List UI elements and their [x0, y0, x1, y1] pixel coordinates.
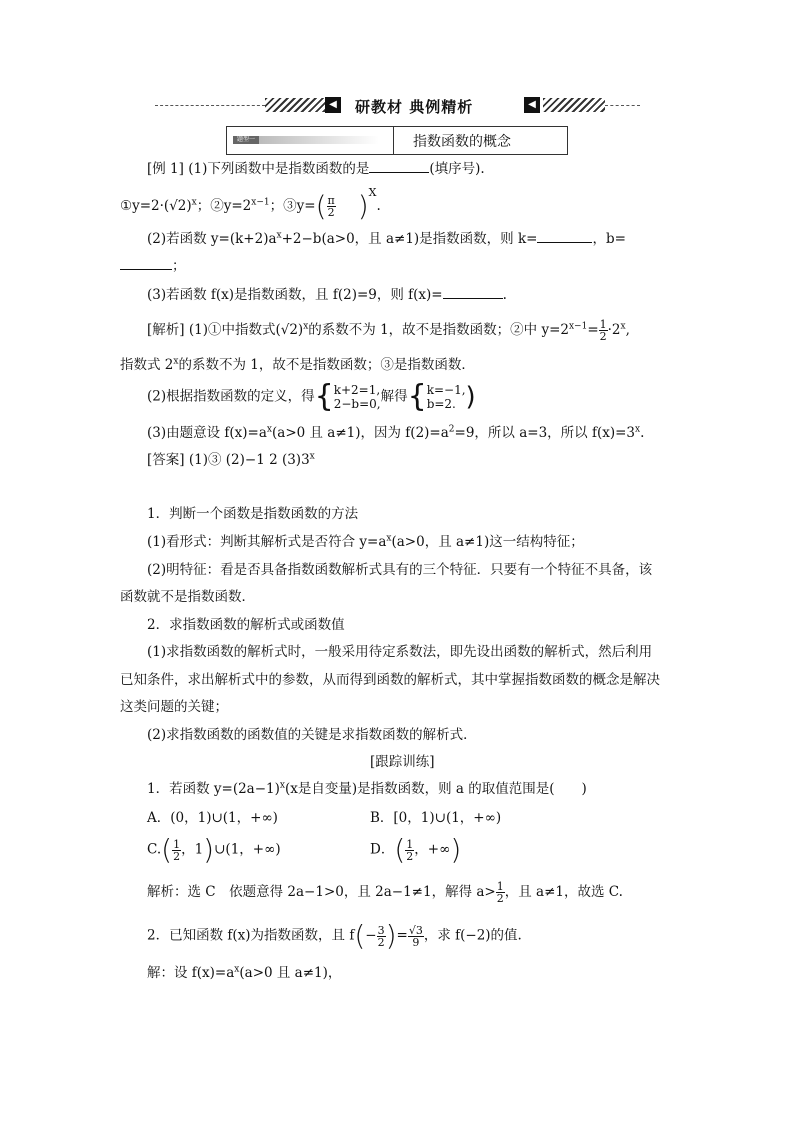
k-blank [537, 228, 592, 243]
ans1-frac-num: 1 [496, 880, 504, 893]
s1b-sup: x−1 [568, 321, 588, 332]
s3a-sup: x [266, 424, 272, 435]
example-q3 [147, 283, 507, 303]
opt3-paren-close: ) [357, 189, 369, 223]
q3-tail: . [502, 287, 507, 303]
sys1-eq1: k+2=1, [333, 383, 381, 397]
s3b: (a>0 且 a≠1)，因为 f(2)=a [272, 425, 449, 441]
p2-paren-close: ) [385, 919, 397, 952]
p2b: = [396, 927, 408, 944]
sys2-eq1: k=−1, [426, 383, 466, 397]
s1f-sup: x [173, 356, 179, 367]
method-2-title: 2．求指数函数的解析式或函数值 [147, 617, 345, 633]
s2b: 解得 [380, 388, 408, 405]
solution-label: [解析] [147, 322, 185, 338]
practice-title: [跟踪训练] [370, 754, 435, 770]
section-header-title: 研教材 典例精析 [355, 98, 474, 116]
c-frac-den: 2 [173, 849, 181, 863]
solution-line2 [120, 353, 475, 373]
option-c [147, 833, 281, 866]
left-arrow-icon: ◀ [325, 97, 341, 113]
c-tail: ∪(1，+∞) [214, 841, 281, 858]
example-label: [例 1] [147, 161, 184, 177]
answer-text: (1)③ (2)−1 2 (3)3 [188, 452, 310, 468]
s1-fraction [599, 319, 608, 342]
q1-blank [369, 158, 429, 173]
d-paren-close: ) [450, 833, 462, 866]
q2-mid: +2−b(a>0，且 a≠1)是指数函数，则 k= [281, 231, 538, 247]
system-2 [427, 383, 466, 411]
p2-frac2-num: √3 [408, 923, 423, 937]
answer-line [147, 448, 315, 468]
sys1-eq2: 2−b=0, [333, 397, 381, 411]
opt1-sup: x [191, 197, 197, 208]
opt3-frac-num: π [327, 194, 335, 207]
option-a: A．(0，1)∪(1，+∞) [147, 810, 278, 826]
topic-box [226, 126, 568, 155]
c-mid: ，1 [181, 841, 204, 858]
s1d: ·2 [607, 322, 621, 338]
s1b: 的系数不为 1，故不是指数函数；②中 y=2 [308, 322, 569, 338]
q2-tail: ； [172, 258, 186, 274]
s1e: , [625, 322, 630, 338]
opt3-paren-open: ( [315, 189, 327, 223]
ans1: 解析：选 C 依题意得 2a−1>0，且 2a−1≠1，解得 a> [147, 884, 496, 900]
s3b-sup: 2 [448, 424, 455, 435]
example-q2 [147, 227, 626, 247]
m1a-tail: (a>0，且 a≠1)这一结构特征； [391, 534, 584, 550]
opt3-fraction [327, 195, 336, 218]
q1-tail: (填序号). [429, 161, 485, 177]
p2-fraction [377, 925, 386, 948]
method-1a [147, 530, 584, 550]
answer-sup: x [309, 451, 315, 462]
solution-line3 [147, 379, 476, 414]
sys2-eq2: b=2. [426, 397, 456, 411]
d-frac-num: 1 [406, 837, 414, 851]
m1a-sup: x [386, 533, 392, 544]
q1-text: (1)下列函数中是指数函数的是 [188, 161, 370, 177]
opt3-sup: X [368, 186, 377, 199]
ans1-fraction [496, 881, 505, 904]
s1a-sup: x [303, 321, 309, 332]
paren-close-icon: ) [465, 382, 476, 412]
method-2a-line1: (1)求指数函数的解析式时，一般采用待定系数法，即先设出函数的解析式，然后利用 [147, 644, 653, 660]
option-d [370, 833, 462, 866]
d-paren-open: ( [394, 833, 406, 866]
s1-frac-den: 2 [599, 330, 607, 343]
solution-line4 [147, 421, 644, 441]
sol2: 解：设 f(x)=a [147, 965, 235, 981]
method-1b-line2: 函数就不是指数函数． [120, 589, 255, 605]
practice-ans1 [147, 880, 623, 904]
method-2a-line2: 已知条件，求出解析式中的参数，从而得到函数的解析式，其中掌握指数函数的概念是解决 [120, 672, 660, 688]
brace-left-1: { [314, 379, 334, 414]
ans1-tail: ，且 a≠1，故选 C. [504, 884, 623, 900]
p2-neg: − [365, 927, 377, 944]
s2a: (2)根据指数函数的定义，得 [147, 388, 315, 405]
s3d: . [640, 425, 645, 441]
q3-text: (3)若函数 f(x)是指数函数，且 f(2)=9，则 f(x)= [147, 287, 443, 303]
p2-paren-open: ( [354, 919, 366, 952]
q3-blank [443, 284, 503, 299]
opt3-tail: . [376, 198, 381, 214]
practice-q2 [147, 919, 522, 952]
p1: 1．若函数 y=(2a−1) [147, 781, 280, 797]
practice-q1 [147, 777, 587, 797]
c-paren-open: ( [161, 833, 173, 866]
topic-title: 指数函数的概念 [413, 134, 511, 150]
p1-tail: (x是自变量)是指数函数，则 a 的取值范围是( ) [284, 781, 587, 797]
brace-left-2: { [407, 379, 427, 414]
example-q1 [147, 157, 485, 177]
topic-tag-fade [259, 136, 379, 144]
sol2-tail: (a>0 且 a≠1)， [239, 965, 342, 981]
example-q2-line2 [120, 254, 186, 274]
opt3: ；③y= [269, 198, 316, 214]
method-2b: (2)求指数函数的函数值的关键是求指数函数的解析式． [147, 727, 477, 743]
s3c: =9，所以 a=3，所以 f(x)=3 [454, 425, 636, 441]
q2-sup: x [276, 230, 282, 241]
s1c: = [587, 322, 599, 338]
option-b: B．[0，1)∪(1，+∞) [370, 810, 502, 826]
opt3-frac-den: 2 [327, 206, 335, 219]
practice-sol2 [147, 961, 341, 981]
opt2-sup: x−1 [251, 197, 270, 208]
c-pre: C. [147, 841, 162, 858]
s1d-sup: x [620, 321, 626, 332]
d-frac-den: 2 [406, 849, 414, 863]
q2-b: ，b= [592, 231, 626, 247]
topic-tag: 题型一 [233, 136, 259, 144]
p2-frac-den: 2 [377, 935, 385, 949]
method-1-title: 1．判断一个函数是指数函数的方法 [147, 506, 359, 522]
header-hatch-left [265, 98, 327, 112]
d-pre: D． [370, 841, 395, 858]
right-arrow-icon: ◀ [524, 97, 540, 113]
s1g: 的系数不为 1，故不是指数函数；③是指数函数． [178, 357, 475, 373]
opt1: ①y=2·(√2) [120, 198, 192, 214]
sol2-sup: x [234, 964, 240, 975]
p1-sup: x [279, 780, 285, 791]
s3a: (3)由题意设 f(x)=a [147, 425, 267, 441]
p2c: ，求 f(−2)的值. [423, 927, 522, 944]
s3c-sup: x [635, 424, 641, 435]
method-2a-line3: 这类问题的关键； [120, 699, 228, 715]
s1-frac-num: 1 [599, 318, 607, 331]
c-paren-close: ) [203, 833, 215, 866]
b-blank [120, 255, 172, 270]
d-tail: ，+∞ [414, 841, 451, 858]
q2-text: (2)若函数 y=(k+2)a [147, 231, 277, 247]
p2-fraction-2 [408, 925, 424, 948]
header-hatch-right [543, 98, 605, 112]
m1a: (1)看形式：判断其解析式是否符合 y=a [147, 534, 387, 550]
d-fraction [405, 839, 414, 862]
p2a: 2．已知函数 f(x)为指数函数，且 f [147, 927, 355, 944]
topic-divider [393, 127, 394, 154]
c-fraction [172, 839, 181, 862]
s1f: 指数式 2 [120, 357, 174, 373]
c-frac-num: 1 [173, 837, 181, 851]
p2-frac-num: 3 [377, 923, 385, 937]
answer-label: [答案] [147, 452, 185, 468]
ans1-frac-den: 2 [496, 892, 504, 905]
example-options [120, 186, 381, 221]
method-1b-line1: (2)明特征：看是否具备指数函数解析式具有的三个特征．只要有一个特征不具备，该 [147, 562, 653, 578]
system-1 [334, 383, 381, 411]
solution-line1 [147, 318, 630, 342]
header-rule-left [155, 105, 265, 106]
p2-frac2-den: 9 [412, 935, 420, 949]
header-rule-right [605, 105, 640, 106]
s1a: (1)①中指数式(√2) [188, 322, 304, 338]
opt2: ；②y=2 [196, 198, 252, 214]
